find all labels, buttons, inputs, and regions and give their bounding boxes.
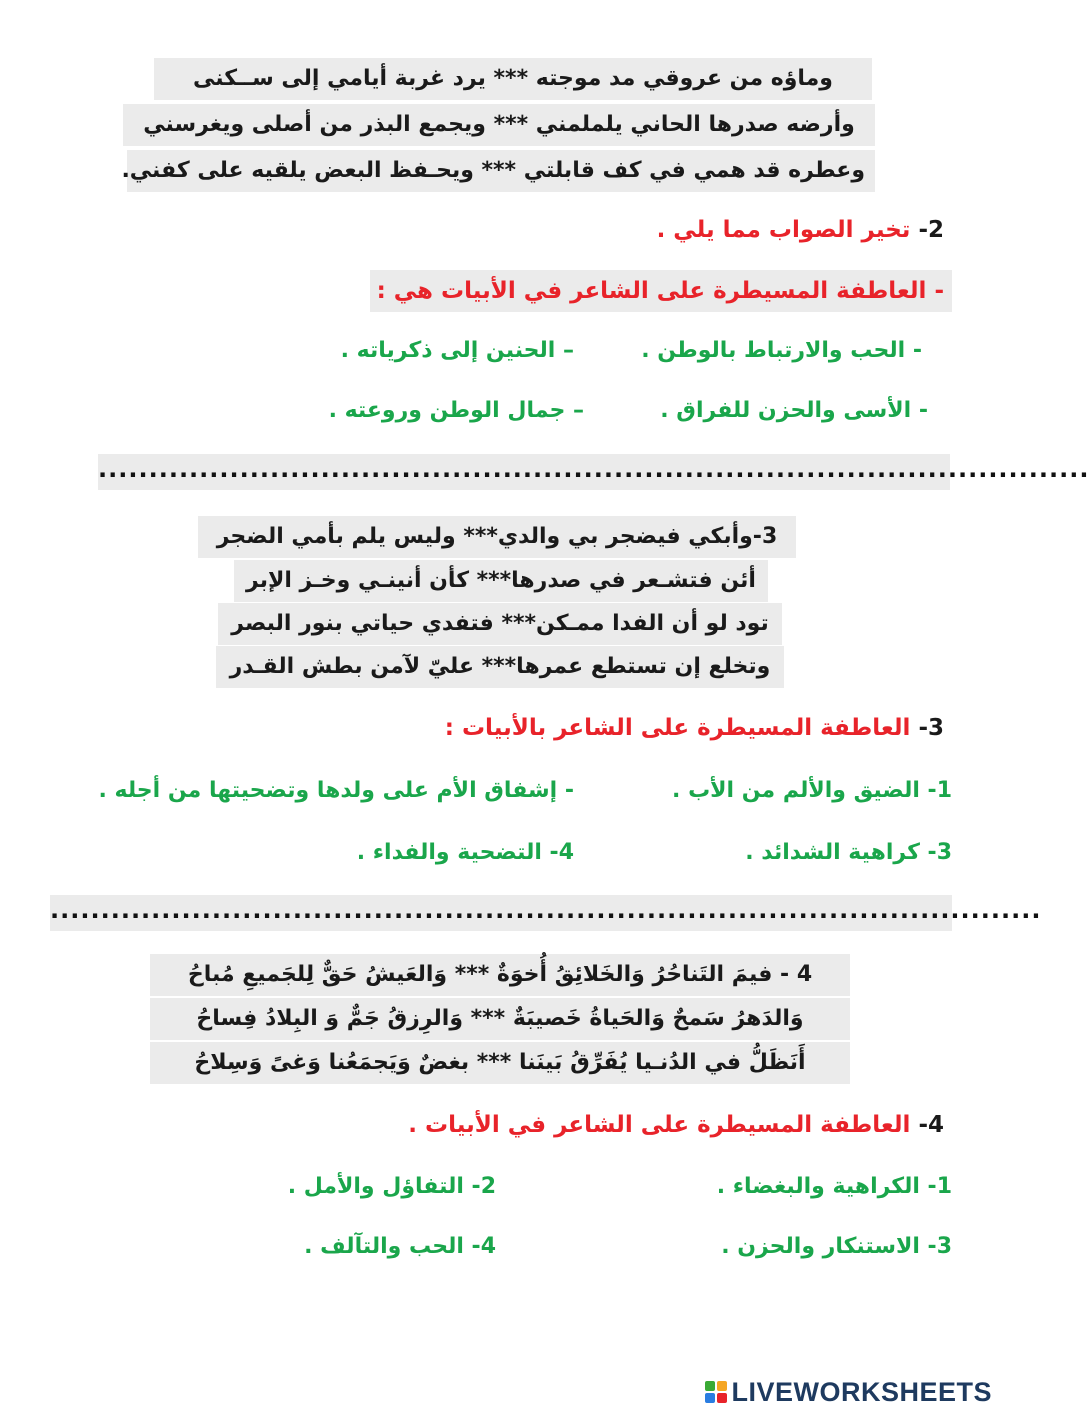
poem1-line-2: وأرضه صدرها الحاني يلملمني *** ويجمع البذر من أصلى ويغرسني [123, 104, 875, 146]
q2-subtitle: - العاطفة المسيطرة على الشاعر في الأبيات هي : [370, 270, 952, 312]
q3-number: 3- [918, 715, 944, 741]
q4-number: 4- [918, 1112, 944, 1138]
poem3-line-3: أَنَظَلُّ في الدُنـيا يُفَرِّقُ بَينَنا *** بغضٌ وَيَجمَعُنا وَغىً وَسِلاحُ [150, 1042, 850, 1084]
q4-heading [400, 1104, 952, 1146]
poem3-line-1: 4 - فيمَ التَناحُرُ وَالخَلائِقُ أُخوَةٌ *** وَالعَيشُ حَقٌّ لِلجَميعِ مُباحُ [150, 954, 850, 996]
q2-number: 2- [918, 217, 944, 243]
q3-option-2[interactable]: - إشفاق الأم على ولدها وتضحيتها من أجله . [98, 778, 574, 803]
poem2-line-1: 3-وأبكي فيضجر بي والدي*** وليس يلم بأمي الضجر [198, 516, 796, 558]
q4-option-4[interactable]: 4- الحب والتآلف . [304, 1234, 496, 1259]
poem3-line-2: وَالدَهرُ سَمحٌ وَالحَياةُ خَصيبَةٌ *** وَالرِزقُ جَمٌّ وَ البِلادُ فِساحُ [150, 998, 850, 1040]
liveworksheets-logo [705, 1377, 992, 1407]
poem2-line-2: أئن فتشـعر في صدرها*** كأن أنينـي وخـز الإبر [234, 560, 768, 602]
q4-title: العاطفة المسيطرة على الشاعر في الأبيات . [408, 1112, 919, 1138]
separator-1: .................................................................................................. [98, 454, 950, 490]
q2-option-4[interactable]: – جمال الوطن وروعته . [328, 398, 584, 423]
q4-option-3[interactable]: 3- الاستنكار والحزن . [721, 1234, 952, 1259]
q3-option-4[interactable]: 4- التضحية والفداء . [356, 840, 574, 865]
q2-title: تخير الصواب مما يلي . [656, 217, 919, 243]
q3-option-3[interactable]: 3- كراهية الشدائد . [745, 840, 952, 865]
q2-option-2[interactable]: – الحنين إلى ذكرياته . [340, 338, 574, 363]
liveworksheets-logo-text: LIVEWORKSHEETS [731, 1376, 992, 1407]
q3-title: العاطفة المسيطرة على الشاعر بالأبيات : [444, 715, 919, 741]
poem2-line-3: تود لو أن الفدا ممـكن*** فتفدي حياتي بنور البصر [218, 603, 782, 645]
q4-option-1[interactable]: 1- الكراهية والبغضاء . [716, 1174, 952, 1199]
poem2-line-4: وتخلع إن تستطع عمرها*** عليّ لآمن بطش القـدر [216, 646, 784, 688]
q2-option-3[interactable]: - الأسى والحزن للفراق . [660, 398, 928, 423]
poem1-line-3: وعطره قد همي في كف قابلتي *** ويحـفظ البعض يلقيه على كفني. [127, 150, 875, 192]
q3-heading [437, 707, 952, 749]
liveworksheets-logo-icon [705, 1381, 727, 1403]
q2-heading [649, 209, 952, 251]
separator-2: .................................................................................................. [50, 895, 952, 931]
q3-option-1[interactable]: 1- الضيق والألم من الأب . [672, 778, 952, 803]
poem1-line-1: وماؤه من عروقي مد موجته *** يرد غربة أيامي إلى ســكنى [154, 58, 872, 100]
q4-option-2[interactable]: 2- التفاؤل والأمل . [287, 1174, 496, 1199]
q2-option-1[interactable]: - الحب والارتباط بالوطن . [641, 338, 922, 363]
